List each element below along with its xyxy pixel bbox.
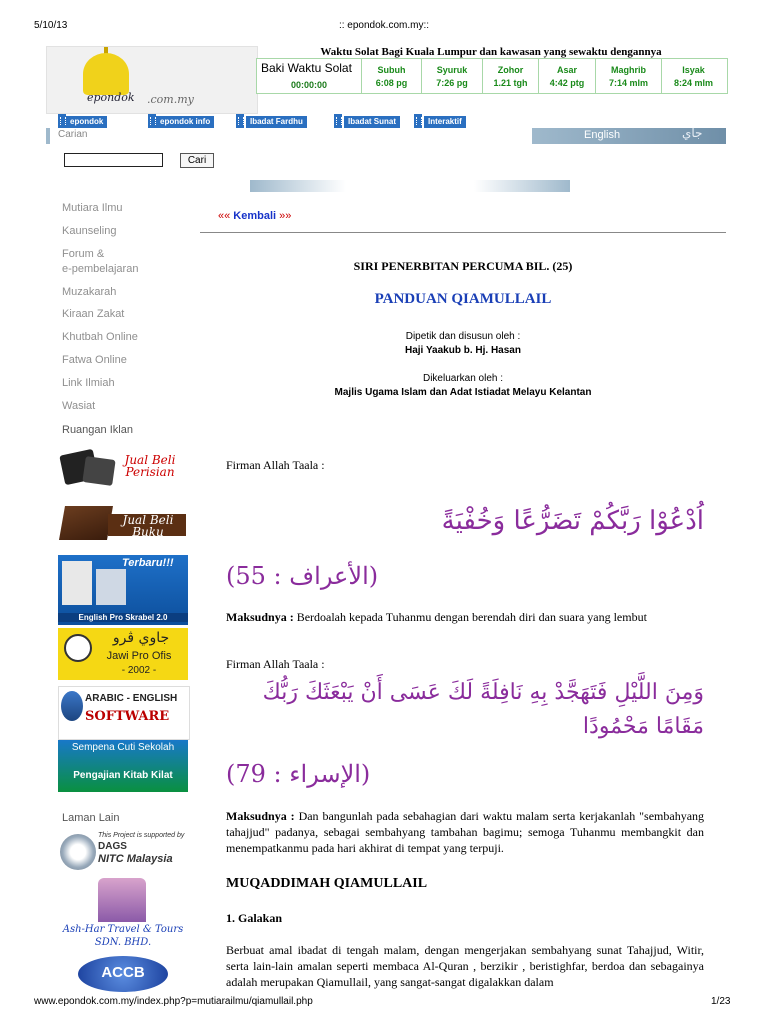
nav-separator-icon: [334, 114, 342, 128]
banner-text: Jual Beli Buku: [122, 513, 174, 539]
sidebar-item-mutiara-ilmu[interactable]: Mutiara Ilmu: [62, 202, 123, 214]
prayer-times-title: Waktu Solat Bagi Kuala Lumpur dan kawasan yang sewaktu dengannya: [320, 46, 662, 58]
jawi-link[interactable]: جاي: [682, 126, 703, 140]
globe-icon: [61, 691, 83, 721]
banner-text: SOFTWARE: [85, 709, 170, 724]
verse-arabic-2b: مَقَامًا مَحْمُودًا: [582, 714, 704, 739]
prayer-cell-syuruk: [422, 59, 483, 93]
banner-text: Sempena Cuti Sekolah: [71, 742, 175, 753]
nav-separator-icon: [414, 114, 422, 128]
firman-label-2: Firman Allah Taala :: [226, 657, 325, 671]
back-link-label: Kembali: [233, 210, 277, 222]
nav-separator-icon: [236, 114, 244, 128]
nav-epondok-info[interactable]: epondok info: [156, 116, 214, 128]
nav-ibadat-sunat[interactable]: Ibadat Sunat: [344, 116, 400, 128]
prayer-time: 7:14 mlm: [608, 78, 649, 88]
prayer-time: 8:24 mlm: [673, 78, 714, 88]
dags-globe-icon: [60, 834, 96, 870]
remaining-time-value: 00:00:00: [290, 80, 328, 90]
nav-edge: [46, 128, 50, 144]
banner-text: جاوي ڤرو: [112, 630, 170, 646]
prayer-name: Maghrib: [611, 65, 646, 75]
search-button[interactable]: Cari: [180, 153, 214, 168]
sidebar-heading-ruangan-iklan: Ruangan Iklan: [62, 424, 133, 436]
banner-text: This Project is supported by: [98, 832, 185, 839]
sidebar-heading-laman-lain: Laman Lain: [62, 812, 120, 824]
print-title: :: epondok.com.my::: [338, 20, 430, 31]
prayer-name: Isyak: [682, 65, 705, 75]
prayer-cell-isyak: [662, 59, 725, 93]
banner-text: NITC Malaysia: [98, 853, 173, 865]
site-logo[interactable]: [46, 46, 258, 114]
back-link[interactable]: «« Kembali »»: [218, 210, 292, 222]
banner-text: - 2002 -: [121, 665, 157, 676]
logo-brand: epondok: [87, 91, 135, 104]
page-title: PANDUAN QIAMULLAIL: [374, 291, 552, 307]
prayer-time: 6:08 pg: [375, 78, 408, 88]
banner-text: ACCB: [101, 964, 145, 981]
banner-english-pro-skrabel[interactable]: [58, 555, 188, 625]
banner-jual-beli-buku[interactable]: [58, 500, 188, 544]
banner-text: Jawi Pro Ofis: [106, 650, 172, 662]
content-divider: [200, 232, 726, 233]
meaning-label: Maksudnya :: [226, 610, 294, 624]
prayer-time: 7:26 pg: [436, 78, 468, 88]
prayer-cell-subuh: [362, 59, 422, 93]
subsection-heading: 1. Galakan: [226, 911, 283, 925]
book-icon: [59, 506, 113, 540]
print-url: www.epondok.com.my/index.php?p=mutiarailmu/qiamullail.php: [34, 996, 313, 1007]
banner-dags-nitc[interactable]: [58, 830, 188, 872]
travel-emblem-icon: [98, 878, 146, 922]
prayer-cell-maghrib: [596, 59, 662, 93]
meaning-text: Berdoalah kepada Tuhanmu dengan berendah diri dan suara yang lembut: [296, 610, 647, 624]
sidebar-item-muzakarah[interactable]: Muzakarah: [62, 286, 117, 298]
body-paragraph: Berbuat amal ibadat di tengah malam, dengan mengerjakan sembahyang sunat Tahajjud, Witir, serta lain-lain amalan seperti membaca Al-Quran , berzikir , beristighfar, berdoa dan sebagainya adalah merupakan Qiamullail, yang sangat-sangat digalakkan dalam: [226, 943, 704, 989]
meaning-paragraph-2: [226, 808, 704, 856]
logo-tld: .com.my: [147, 93, 194, 106]
sidebar-item-khutbah-online[interactable]: Khutbah Online: [62, 331, 138, 343]
verse-arabic-2a: وَمِنَ اللَّيْلِ فَتَهَجَّدْ بِهِ نَافِلَةً لَكَ عَسَى أَنْ يَبْعَثَكَ رَبُّكَ: [262, 680, 704, 705]
banner-cuti-sekolah[interactable]: [58, 740, 188, 792]
publisher-name: Majlis Ugama Islam dan Adat Istiadat Melayu Kelantan: [334, 387, 592, 398]
banner-text: Ash-Har Travel & Tours: [62, 924, 184, 935]
remaining-time-label: Baki Waktu Solat: [261, 61, 352, 75]
meaning-label: Maksudnya :: [226, 809, 295, 823]
banner-jual-beli-perisian[interactable]: [58, 448, 188, 488]
software-box-icon: [62, 561, 92, 605]
publisher-label: Dikeluarkan oleh :: [422, 373, 504, 384]
sidebar-item-e-pembelajaran[interactable]: e-pembelajaran: [62, 263, 139, 275]
banner-arabic-english-software[interactable]: [58, 686, 190, 740]
nav-ibadat-fardhu[interactable]: Ibadat Fardhu: [246, 116, 307, 128]
sidebar-item-wasiat[interactable]: Wasiat: [62, 400, 96, 412]
prayer-name: Subuh: [377, 65, 406, 75]
prayer-time: 4:42 ptg: [549, 78, 585, 88]
search-label: Carian: [58, 129, 88, 140]
floppy-disk-icon: [82, 456, 115, 486]
banner-text: English Pro Skrabel 2.0: [58, 613, 188, 622]
banner-accb[interactable]: [58, 954, 188, 994]
search-input[interactable]: [64, 153, 163, 167]
prayer-name: Zohor: [497, 65, 524, 75]
author-name: Haji Yaakub b. Hj. Hasan: [405, 345, 521, 356]
print-page-number: 1/23: [711, 996, 731, 1007]
sidebar-item-fatwa-online[interactable]: Fatwa Online: [62, 354, 127, 366]
nav-epondok[interactable]: epondok: [66, 116, 107, 128]
prayer-cell-asar: [539, 59, 596, 93]
mosque-dome-icon: [83, 53, 129, 95]
prayer-name: Asar: [556, 65, 577, 75]
jawi-letter-icon: [64, 634, 92, 662]
verse-arabic-1: اُدْعُوْا رَبَّكُمْ تَضَرُّعًا وَخُفْيَةً: [441, 506, 704, 536]
print-date: 5/10/13: [34, 20, 68, 31]
series-title: SIRI PENERBITAN PERCUMA BIL. (25): [353, 259, 573, 273]
nav-separator-icon: [148, 114, 156, 128]
decorative-strip: [250, 180, 570, 192]
prayer-name: Syuruk: [436, 65, 468, 75]
meaning-text: Dan bangunlah pada sebahagian dari waktu malam serta kerjakanlah "sembahyang tahajjud" padanya, sebagai sembahyang tambahan bagimu; semoga Tuhanmu membangkit dan menempatkanmu pada hari akhirat di tempat yang terpuji.: [226, 809, 705, 855]
banner-text: SDN. BHD.: [94, 937, 152, 948]
sidebar-item-kaunseling[interactable]: Kaunseling: [62, 225, 117, 237]
banner-text: Pengajian Kitab Kilat: [73, 770, 173, 781]
banner-text: ARABIC - ENGLISH: [85, 693, 178, 704]
prayer-time: 1.21 tgh: [493, 78, 528, 88]
remaining-time-cell: [257, 59, 362, 93]
sidebar-item-link-ilmiah[interactable]: Link Ilmiah: [62, 377, 115, 389]
prayer-times-table: [256, 58, 728, 94]
section-heading: MUQADDIMAH QIAMULLAIL: [226, 876, 428, 891]
banner-ash-har-travel[interactable]: [58, 876, 188, 950]
software-box-icon: [96, 569, 126, 605]
nav-interaktif[interactable]: Interaktif: [424, 116, 466, 128]
banner-text: Jual Beli Perisian: [124, 453, 176, 479]
banner-text: Terbaru!!!: [122, 557, 174, 569]
verse-reference-1: (الأعراف : 55): [226, 562, 379, 590]
english-link[interactable]: English: [584, 129, 621, 141]
verse-reference-2: (الإسراء : 79): [226, 760, 371, 788]
firman-label-1: Firman Allah Taala :: [226, 458, 325, 472]
sidebar-item-kiraan-zakat[interactable]: Kiraan Zakat: [62, 308, 125, 320]
meaning-paragraph-1: [226, 609, 704, 625]
sidebar-item-forum[interactable]: Forum &: [62, 248, 105, 260]
compiled-by-label: Dipetik dan disusun oleh :: [405, 331, 521, 342]
banner-jawi-pro-ofis[interactable]: [58, 628, 188, 680]
banner-text: DAGS: [98, 841, 127, 852]
nav-separator-icon: [58, 114, 66, 128]
prayer-cell-zohor: [483, 59, 539, 93]
